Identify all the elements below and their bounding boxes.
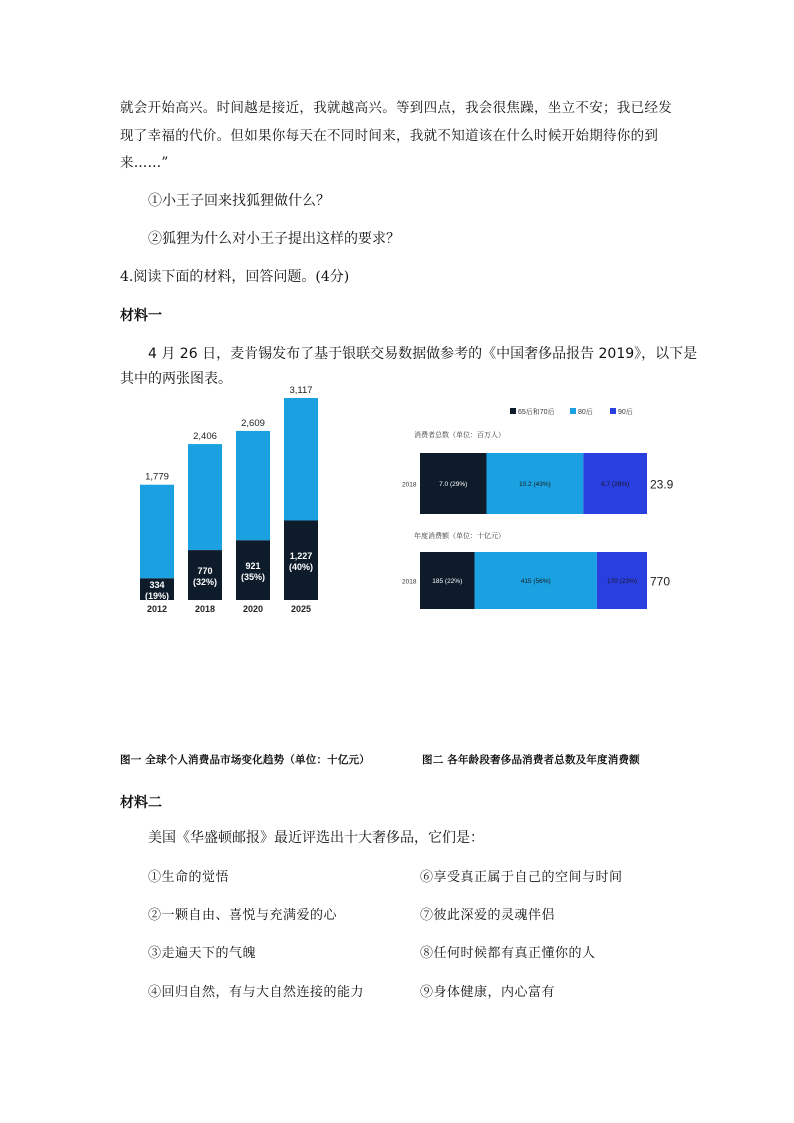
luxury-item-3: ③走遍天下的气魄 bbox=[148, 946, 257, 961]
legend-swatch bbox=[510, 408, 516, 414]
segment-pct-label: (35%) bbox=[240, 572, 266, 583]
luxury-item-6: ⑥享受真正属于自己的空间与时间 bbox=[420, 870, 623, 885]
intro-line-2: 其中的两张图表。 bbox=[120, 371, 232, 387]
x-tick-label: 2020 bbox=[242, 604, 264, 614]
bar-segment-light bbox=[188, 444, 222, 550]
hbar-label: 7.0 (29%) bbox=[439, 481, 468, 488]
legend-label: 80后 bbox=[578, 409, 593, 416]
material1-label: 材料一 bbox=[120, 308, 162, 324]
hbar-label: 415 (56%) bbox=[520, 578, 551, 585]
total-label: 3,117 bbox=[289, 385, 313, 396]
x-tick-label: 2025 bbox=[290, 604, 312, 614]
question-2: ②狐狸为什么对小王子提出这样的要求？ bbox=[148, 231, 400, 247]
panel-title: 消费者总数（单位：百万人） bbox=[414, 432, 505, 439]
hbar-total-label: 770 bbox=[650, 574, 671, 589]
legend-swatch bbox=[610, 408, 616, 414]
segment-value-label: 770 bbox=[197, 566, 213, 577]
hbar-label: 10.2 (43%) bbox=[519, 481, 551, 488]
segment-pct-label: (19%) bbox=[144, 591, 170, 602]
panel-category: 2018 bbox=[402, 481, 417, 489]
x-tick-label: 2012 bbox=[146, 604, 168, 614]
story-line-1: 就会开始高兴。时间越是接近，我就越高兴。等到四点，我会很焦躁，坐立不安；我已经发 bbox=[120, 100, 672, 116]
legend-label: 65后和70后 bbox=[518, 409, 555, 416]
intro-line-1: 4 月 26 日，麦肯锡发布了基于银联交易数据做参考的《中国奢侈品报告 2019》，以下是 bbox=[148, 346, 698, 362]
total-label: 1,779 bbox=[145, 471, 169, 483]
bar-segment-light bbox=[140, 485, 174, 579]
bar-segment-light bbox=[284, 398, 318, 520]
question-1: ①小王子回来找狐狸做什么？ bbox=[148, 193, 330, 209]
story-line-3: 来……” bbox=[120, 155, 169, 171]
material2-intro: 美国《华盛顿邮报》最近评选出十大奢侈品，它们是： bbox=[148, 830, 484, 846]
question-heading: 4.阅读下面的材料，回答问题。(4分) bbox=[120, 269, 350, 285]
total-label: 2,406 bbox=[193, 431, 217, 443]
legend-label: 90后 bbox=[618, 409, 633, 416]
panel-title: 年度消费额（单位：十亿元） bbox=[414, 533, 505, 540]
bar-segment-light bbox=[236, 431, 270, 540]
consumer-age-chart bbox=[398, 400, 688, 620]
luxury-item-9: ⑨身体健康，内心富有 bbox=[420, 985, 556, 1000]
hbar-label: 185 (22%) bbox=[432, 578, 463, 585]
segment-value-label: 1,227 bbox=[289, 551, 313, 562]
panel-category: 2018 bbox=[402, 578, 417, 586]
hbar-total-label: 23.9 bbox=[650, 477, 674, 492]
hbar-label: 6.7 (28%) bbox=[601, 481, 630, 488]
legend-swatch bbox=[570, 408, 576, 414]
x-tick-label: 2018 bbox=[194, 604, 216, 614]
luxury-item-2: ②一颗自由、喜悦与充满爱的心 bbox=[148, 908, 338, 923]
story-line-2: 现了幸福的代价。但如果你每天在不同时间来，我就不知道该在什么时候开始期待你的到 bbox=[120, 128, 659, 144]
figure1-caption: 图一 全球个人消费品市场变化趋势（单位：十亿元） bbox=[120, 754, 370, 766]
material2-label: 材料二 bbox=[120, 795, 162, 811]
segment-pct-label: (40%) bbox=[288, 562, 314, 573]
total-label: 2,609 bbox=[241, 417, 265, 429]
luxury-item-8: ⑧任何时候都有真正懂你的人 bbox=[420, 946, 596, 961]
figure2-caption: 图二 各年龄段奢侈品消费者总数及年度消费额 bbox=[422, 754, 640, 766]
hbar-label: 170 (23%) bbox=[606, 578, 637, 585]
luxury-item-1: ①生命的觉悟 bbox=[148, 870, 230, 885]
luxury-item-4: ④回归自然，有与大自然连接的能力 bbox=[148, 985, 365, 1000]
luxury-item-7: ⑦彼此深爱的灵魂伴侣 bbox=[420, 908, 556, 923]
segment-value-label: 334 bbox=[149, 580, 165, 591]
segment-value-label: 921 bbox=[245, 561, 261, 572]
market-trend-chart bbox=[132, 380, 332, 620]
segment-pct-label: (32%) bbox=[192, 577, 218, 588]
